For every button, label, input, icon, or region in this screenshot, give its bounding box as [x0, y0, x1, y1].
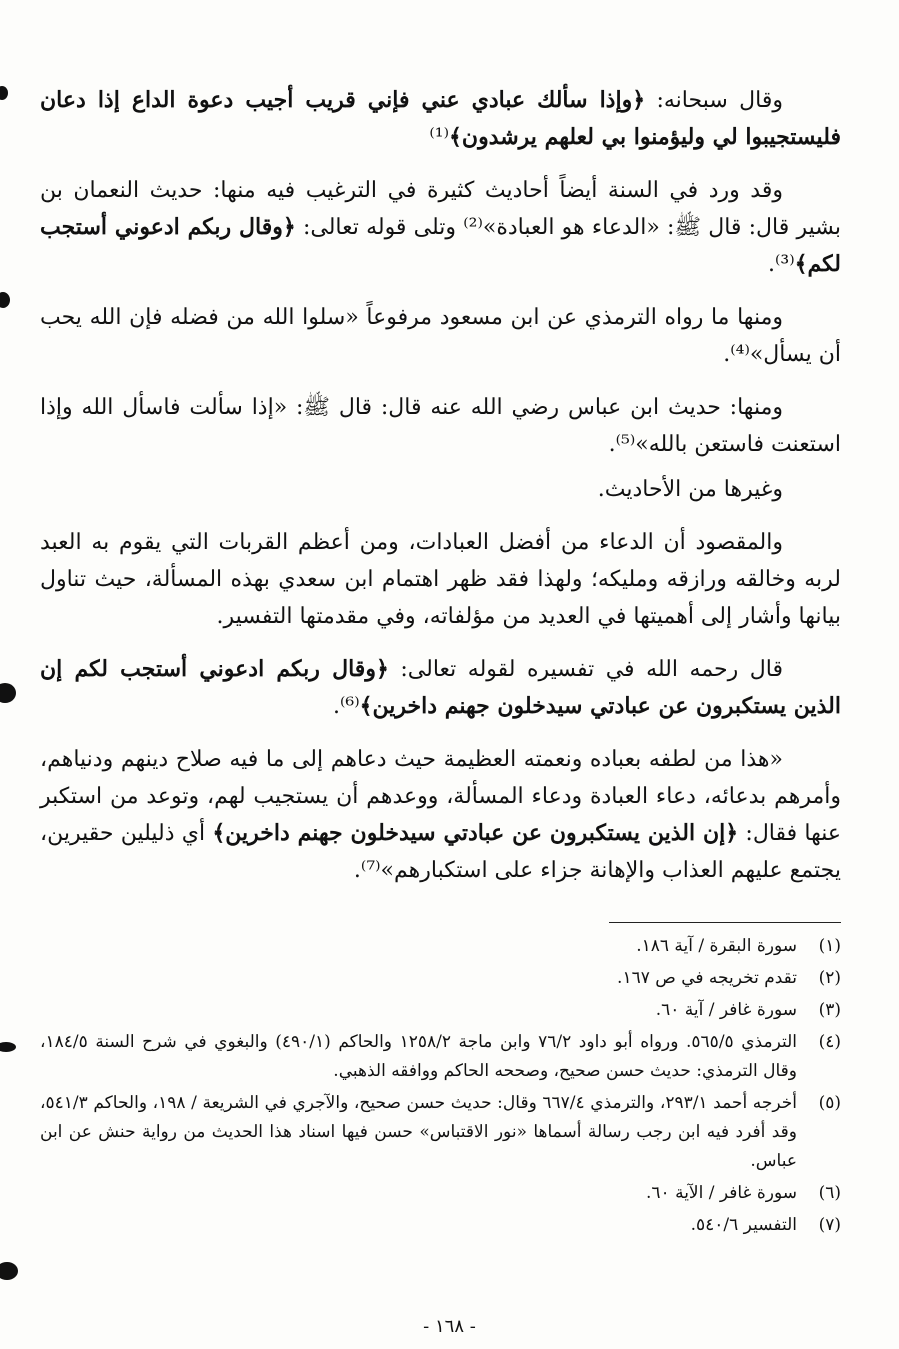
quran-quote: ﴿وقال ربكم ادعوني أستجب لكم﴾ — [40, 214, 841, 277]
footnote-number: (٧) — [818, 1215, 841, 1235]
quran-quote: ﴿وقال ربكم ادعوني أستجب لكم إن الذين يستكبرون عن عبادتي سيدخلون جهنم داخرين﴾ — [40, 656, 841, 719]
footnote — [40, 964, 841, 993]
paragraph — [40, 471, 841, 508]
footnote-number: (٣) — [818, 1000, 841, 1020]
footnote-text: سورة غافر / آية ٦٠. — [655, 1000, 797, 1020]
paragraph-text: وقد ورد في السنة أيضاً أحاديث كثيرة في الترغيب فيه منها: حديث النعمان بن بشير قال: قال ﷺ: «الدعاء هو العبادة»⁽²⁾ وتلى قوله تعالى: — [40, 178, 841, 240]
page-number: - ١٦٨ - — [423, 1316, 476, 1337]
scan-blot — [0, 1042, 16, 1052]
footnote-ref: ⁽³⁾. — [767, 252, 795, 277]
footnotes — [40, 932, 841, 1243]
paragraph-text: قال رحمه الله في تفسيره لقوله تعالى: — [388, 657, 783, 682]
quran-quote: ﴿إن الذين يستكبرون عن عبادتي سيدخلون جهنم داخرين﴾ — [212, 820, 739, 846]
paragraph — [40, 389, 841, 463]
paragraph — [40, 741, 841, 889]
paragraph — [40, 172, 841, 283]
footnote-text: التفسير ٥٤٠/٦. — [690, 1215, 797, 1235]
footnote — [40, 932, 841, 961]
paragraph-text: ومنها: حديث ابن عباس رضي الله عنه قال: قال ﷺ: «إذا سألت فاسأل الله وإذا استعنت فاستعن بالله»⁽⁵⁾. — [40, 395, 841, 457]
footnote-text: الترمذي ٥٦٥/٥. ورواه أبو داود ٧٦/٢ وابن ماجة ١٢٥٨/٢ والحاكم (٤٩٠/١) والبغوي في شرح السنة ١٨٤/٥، وقال الترمذي: حديث حسن صحيح، وصححه الحاكم ووافقه الذهبي. — [40, 1032, 797, 1081]
scan-blot — [0, 292, 10, 308]
paragraph-text: وقال سبحانه: — [645, 88, 783, 113]
scan-blot — [0, 86, 8, 100]
paragraph-text: ومنها ما رواه الترمذي عن ابن مسعود مرفوعاً «سلوا الله من فضله فإن الله يحب أن يسأل»⁽⁴⁾. — [40, 305, 841, 367]
paragraph-text: وغيرها من الأحاديث. — [597, 477, 783, 502]
paragraph — [40, 524, 841, 635]
paragraph-text: «هذا من لطفه بعباده ونعمته العظيمة حيث دعاهم إلى ما فيه صلاح دينهم ودنياهم، وأمرهم بدعائه، دعاء العبادة ودعاء المسألة، ووعدهم أن يستجيب لهم، وتوعد من استكبر عنها فقال: — [40, 747, 841, 846]
footnote-text: أخرجه أحمد ٢٩٣/١، والترمذي ٦٦٧/٤ وقال: حديث حسن صحيح، والآجري في الشريعة / ١٩٨، والحاكم ٥٤١/٣، وقد أفرد فيه ابن رجب رسالة أسماها «نور الاقتباس» حسن فيها اسناد هذا الحديث من رواية حنش عن ابن عباس. — [40, 1093, 798, 1171]
footnote-number: (١) — [818, 936, 841, 956]
footnote-number: (٢) — [818, 968, 841, 988]
footnote — [40, 996, 841, 1025]
footnote-number: (٤) — [818, 1032, 841, 1052]
footnote-ref: ⁽¹⁾ — [429, 125, 450, 150]
footnote-text: سورة غافر / الآية ٦٠. — [646, 1183, 797, 1203]
footnote-number: (٥) — [818, 1093, 841, 1113]
paragraph-text: والمقصود أن الدعاء من أفضل العبادات، ومن أعظم القربات التي يقوم به العبد لربه وخالقه ورازقه ومليكه؛ ولهذا فقد ظهر اهتمام ابن سعدي بهذه المسألة، حيث تناول بيانها وأشار إلى أهميتها في العديد من مؤلفاته، وفي مقدمتها التفسير. — [40, 530, 841, 629]
footnote — [40, 1211, 841, 1240]
footnote-text: سورة البقرة / آية ١٨٦. — [636, 936, 797, 956]
footnote-text: تقدم تخريجه في ص ١٦٧. — [617, 968, 797, 988]
footnote-divider — [609, 922, 841, 923]
footnote — [40, 1089, 841, 1176]
scan-blot — [0, 683, 16, 703]
paragraph — [40, 651, 841, 725]
footnote-number: (٦) — [818, 1183, 841, 1203]
paragraph-text: أي ذليلين حقيرين، يجتمع عليهم العذاب والإهانة جزاء على استكبارهم»⁽⁷⁾. — [40, 821, 841, 883]
scan-blot — [0, 1262, 18, 1280]
main-text — [40, 82, 841, 905]
footnote-ref: ⁽⁶⁾. — [333, 694, 360, 719]
quran-quote: ﴿وإذا سألك عبادي عني فإني قريب أجيب دعوة الداع إذا دعان فليستجيبوا لي وليؤمنوا بي لعلهم يرشدون﴾ — [40, 87, 841, 150]
paragraph — [40, 299, 841, 373]
footnote — [40, 1028, 841, 1086]
paragraph — [40, 82, 841, 156]
footnote — [40, 1179, 841, 1208]
